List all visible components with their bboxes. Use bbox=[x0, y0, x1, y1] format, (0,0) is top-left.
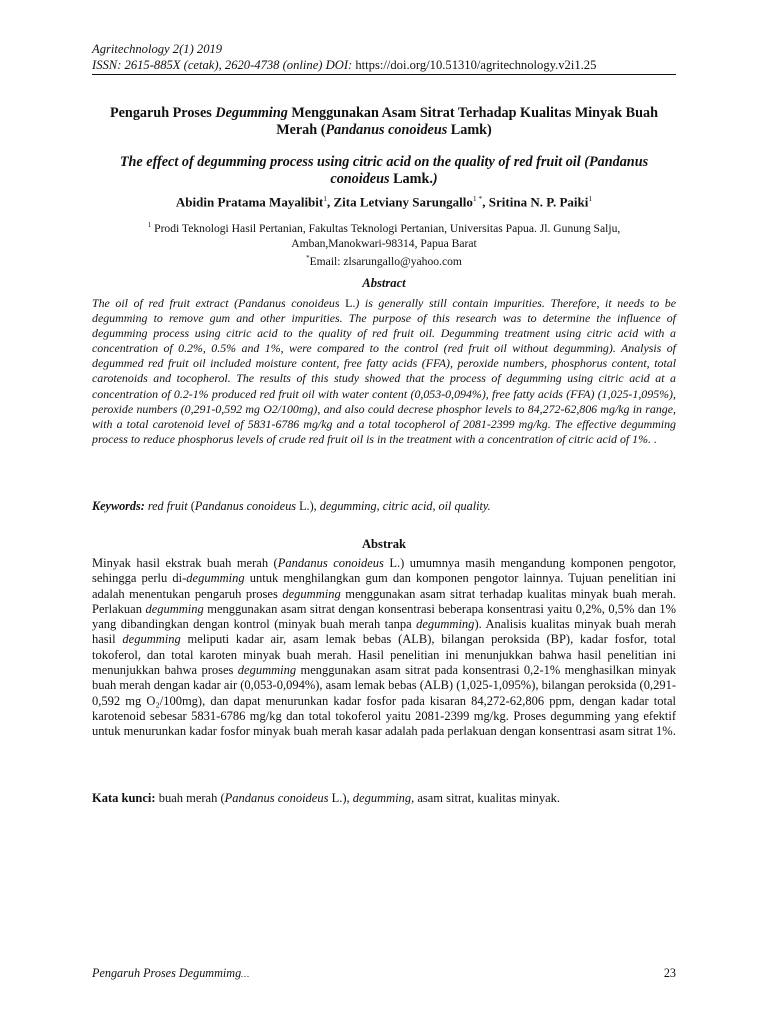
author-2: Zita Letviany Sarungallo bbox=[333, 194, 473, 210]
author-list: Abidin Pratama Mayalibit$^1$, Zita Letviany Sarungallo$^{1 *}$, Sritina N. P. Paiki$^1$ bbox=[175, 194, 593, 210]
abstrak-indonesian-text: Minyak hasil ekstrak buah merah (Pandanus conoideus L.) umumnya masih mengandung komponen pengotor, sehingga perlu di-degumming untuk menghilangkan gum dan komponen pengotor lainnya. Tujuan penelitian ini adalah menentukan pengaruh proses degumming menggunakan asam sitrat terhadap kualitas minyak buah merah. Perlakuan degumming menggunakan asam sitrat dengan konsentrasi beberapa konsentrasi yaitu 0,2%, 0,5% dan 1% yang dibandingkan dengan kontrol (minyak buah merah tanpa degumming). Analisis kualitas minyak buah merah hasil degumming meliputi kadar air, asam lemak bebas (ALB), bilangan peroksida (BP), kadar fosfor, total tokoferol, dan total karoten minyak buah merah. Hasil penelitian ini menunjukkan bahwa hasil penelitian ini menunjukkan bahwa proses degumming menggunakan asam sitrat pada konsentrasi 0,2-1% menghasilkan minyak buah merah dengan kadar air (0,053-0,094%), asam lemak bebas (ALB) (1,025-1,095%), bilangan peroksida (0,291-0,592 mg O₂/100mg), dan dapat menurunkan kadar fosfor pada kisaran 84,272-62,806 ppm, dengan kadar total karotenoid sebesar 5831-6786 mg/kg dan total tokoferol yaitu 2081-2399 mg/kg. Proses degumming yang efektif untuk menurunkan kadar fosfor minyak buah merah kasar adalah pada perlakuan dengan konsentrasi asam sitrat 1%. bbox=[92, 556, 676, 739]
doi-link[interactable]: https://doi.org/10.51310/agritechnology.v2i1.25 bbox=[355, 57, 597, 72]
keywords-label: Keywords: bbox=[92, 499, 145, 513]
journal-citation: Agritechnology 2(1) 2019 bbox=[92, 42, 223, 56]
corresponding-email: *Email: zlsarungallo@yahoo.com bbox=[306, 253, 462, 268]
author-1: Abidin Pratama Mayalibit bbox=[175, 194, 324, 210]
keywords-indonesian: Kata kunci: buah merah (Pandanus conoideus L.), degumming, asam sitrat, kualitas minyak. bbox=[92, 791, 561, 805]
running-header bbox=[92, 42, 676, 73]
issn-line: ISSN: 2615-885X (cetak), 2620-4738 (online) DOI: bbox=[92, 57, 353, 72]
header-rule bbox=[92, 74, 676, 75]
keywords-english: Keywords: red fruit (Pandanus conoideus L.), degumming, citric acid, oil quality. bbox=[92, 499, 491, 513]
running-footer-title: Pengaruh Proses Degummimg… bbox=[92, 966, 250, 980]
page-number: 23 bbox=[663, 966, 676, 980]
abstrak-heading: Abstrak bbox=[361, 537, 407, 551]
abstract-english-text: The oil of red fruit extract (Pandanus conoideus L.) is generally still contain impurities. Therefore, it needs to be degumming to remove gum and other impurities. The purpose of this research was to determine the influence of degumming process using citric acid to the quality of red fruit oil. Degumming treatment using citric acid with a concentration of 0.2%, 0.5% and 1%, were compared to the control (red fruit oil without degumming). Analysis of degummed red fruit oil included moisture content, free fatty acids (FFA), peroxide numbers, phosphorus content, total carotenoids and tocopherol. The results of this study showed that the process of degumming using citric acid at a concentration of 0.2-1% produced red fruit oil with water content (0,053-0,094%), free fatty acids (FFA) (1,025-1,095%), peroxide numbers (0,291-0,592 mg O2/100mg), and also could decrese phosphor levels to 84,272-62,806 mg/kg in range, with a total carotenoid level of 5831-6786 mg/kg and a total tocopherol of 2081-2399 mg/kg. The effective degumming process to reduce phosphorus levels of crude red fruit oil is in the treatment with a concentration of citric acid of 1%. . bbox=[92, 296, 676, 446]
abstract-heading: Abstract bbox=[362, 276, 406, 290]
paper-title-english: The effect of degumming process using citric acid on the quality of red fruit oil (Pandanus conoideus Lamk.) bbox=[119, 154, 649, 187]
kata-kunci-label: Kata kunci: bbox=[92, 791, 156, 805]
author-3: Sritina N. P. Paiki bbox=[488, 194, 589, 210]
paper-title-indonesian: Pengaruh Proses Degumming Menggunakan Asam Sitrat Terhadap Kualitas Minyak Buah Merah (Pandanus conoideus Lamk) bbox=[109, 105, 659, 138]
affiliation: $^1$ Prodi Teknologi Hasil Pertanian, Fakultas Teknologi Pertanian, Universitas Papua. Jl. Gunung Salju, Amban,Manokwari-98314, Papua Barat *Email: zlsarungallo@yahoo.com bbox=[92, 218, 676, 269]
